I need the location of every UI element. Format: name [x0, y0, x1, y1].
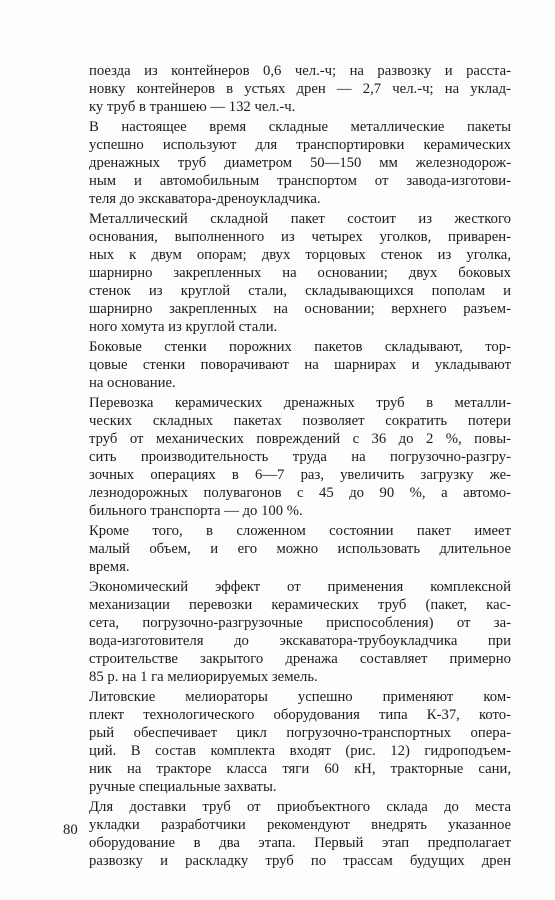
text-line: Для доставки труб от приобъектного склада до места	[89, 799, 511, 815]
text-line: малый объем, и его можно использовать длительное	[89, 541, 511, 557]
paragraph	[63, 118, 511, 208]
text-line: вода-изготовителя до экскаватора-трубоукладчика при	[89, 633, 511, 649]
text-line: ного хомута из круглой стали.	[89, 319, 278, 335]
text-line: Перевозка керамических дренажных труб в металли-	[89, 395, 511, 411]
text-line: Кроме того, в сложенном состоянии пакет имеет	[89, 523, 511, 539]
text-line: лезнодорожных полувагонов с 45 до 90 %, а автомо-	[89, 485, 511, 501]
text-line: Металлический складной пакет состоит из жесткого	[89, 211, 511, 227]
text-line: цовые стенки поворачивают на шарнирах и укладывают	[89, 357, 511, 373]
text-line: Боковые стенки порожних пакетов складывают, тор-	[89, 339, 511, 355]
text-line: развозку и раскладку труб по трассам будущих дрен	[89, 853, 511, 869]
paragraph	[63, 578, 511, 686]
body-text	[63, 62, 511, 872]
text-line: шарнирно закрепленных на основании; верхнего разъем-	[89, 301, 511, 317]
text-line: механизации перевозки керамических труб (пакет, кас-	[89, 597, 511, 613]
text-line: сета, погрузочно-разгрузочные приспособления) от за-	[89, 615, 511, 631]
paragraph	[63, 688, 511, 796]
text-line: шарнирно закрепленных на основании; двух боковых	[89, 265, 511, 281]
text-line: ным и автомобильным транспортом от завода-изготови-	[89, 173, 511, 189]
text-line: Экономический эффект от применения комплексной	[89, 579, 511, 595]
text-line: плект технологического оборудования типа К-37, кото-	[89, 707, 511, 723]
text-line: труб от механических повреждений с 36 до 2 %, повы-	[89, 431, 511, 447]
text-line: ку труб в траншею — 132 чел.-ч.	[89, 99, 296, 115]
text-line: ций. В состав комплекта входят (рис. 12) гидроподъем-	[89, 743, 511, 759]
text-line: 85 р. на 1 га мелиорируемых земель.	[89, 669, 318, 685]
text-line: зочных операциях в 6—7 раз, увеличить загрузку же-	[89, 467, 511, 483]
text-line: укладки разработчики рекомендуют внедрять указанное	[89, 817, 511, 833]
text-line: ручные специальные захваты.	[89, 779, 277, 795]
text-line: новку контейнеров в устьях дрен — 2,7 чел.-ч; на уклад-	[89, 81, 511, 97]
text-line: время.	[89, 559, 130, 575]
text-line: теля до экскаватора-дреноукладчика.	[89, 191, 321, 207]
text-line: стенок из круглой стали, складывающихся пополам и	[89, 283, 511, 299]
paragraph	[63, 798, 511, 870]
text-line: на основание.	[89, 375, 176, 391]
text-line: ных к двум опорам; двух торцовых стенок из уголка,	[89, 247, 511, 263]
page-number: 80	[63, 822, 78, 838]
text-line: бильного транспорта — до 100 %.	[89, 503, 303, 519]
paragraph	[63, 338, 511, 392]
text-line: основания, выполненного из четырех уголков, приварен-	[89, 229, 511, 245]
text-line: строительстве закрытого дренажа составляет примерно	[89, 651, 511, 667]
paragraph	[63, 394, 511, 520]
paragraph	[63, 522, 511, 576]
text-line: Литовские мелиораторы успешно применяют ком-	[89, 689, 511, 705]
text-line: рый обеспечивает цикл погрузочно-транспортных опера-	[89, 725, 511, 741]
text-line: ческих складных пакетах позволяет сократить потери	[89, 413, 511, 429]
text-line: поезда из контейнеров 0,6 чел.-ч; на развозку и расста-	[89, 63, 511, 79]
text-line: сить производительность труда на погрузочно-разгру-	[89, 449, 511, 465]
paragraph	[63, 62, 511, 116]
text-line: ник на тракторе класса тяги 60 кН, тракторные сани,	[89, 761, 511, 777]
text-line: успешно используют для транспортировки керамических	[89, 137, 511, 153]
paragraph	[63, 210, 511, 336]
text-line: В настоящее время складные металлические пакеты	[89, 119, 511, 135]
text-line: дренажных труб диаметром 50—150 мм железнодорож-	[89, 155, 511, 171]
text-line: оборудование в два этапа. Первый этап предполагает	[89, 835, 511, 851]
